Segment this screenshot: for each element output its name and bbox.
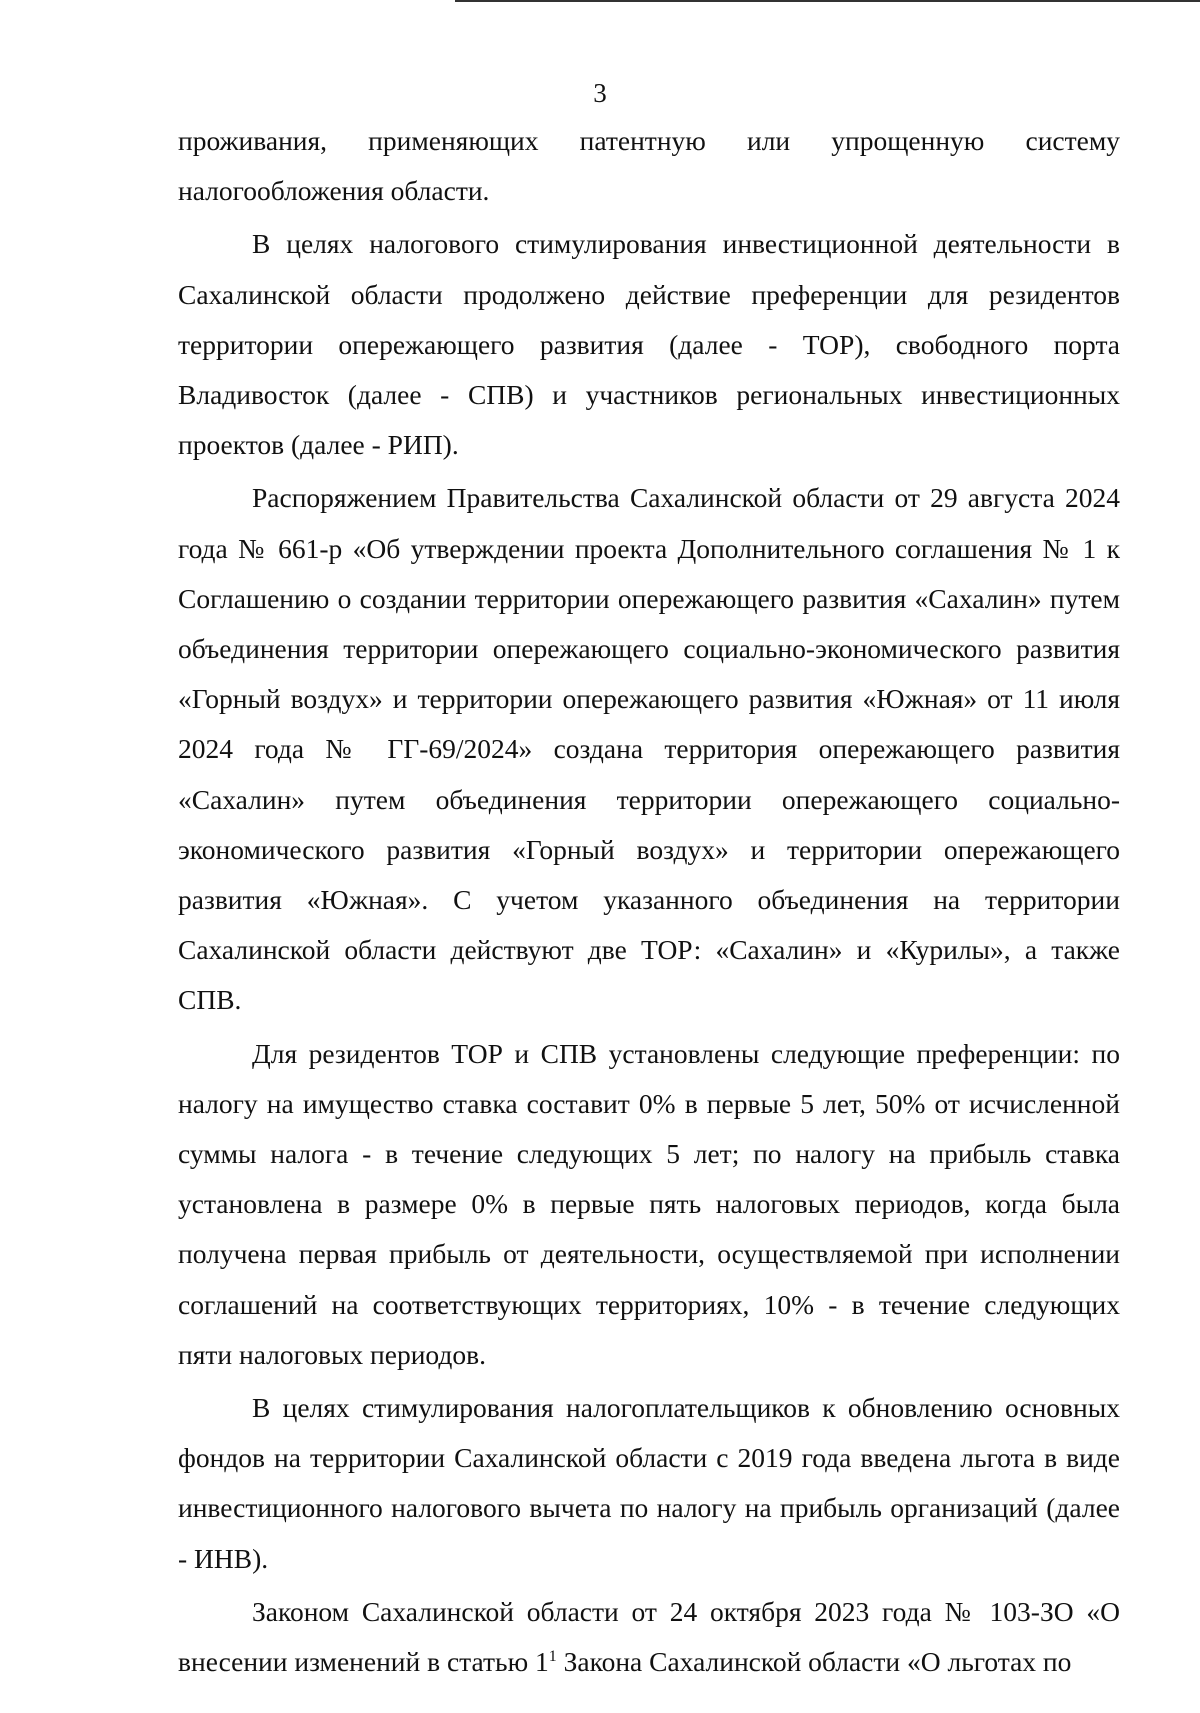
paragraph-continuation: проживания, применяющих патентную или упрощенную систему налогообложения области. <box>178 125 1120 207</box>
page-number: 3 <box>593 78 607 108</box>
law-text-start: Законом Сахалинской области от 24 октября 2023 года № 103-ЗО «О внесении изменений в статью 1 <box>178 1595 1120 1678</box>
paragraph-investment-deduction: В целях стимулирования налогоплательщиков к обновлению основных фондов на территории Сахалинской области с 2019 года введена льгота в виде инвестиционного налогового вычета по налогу на прибыль организаций (далее - ИНВ). <box>178 1392 1120 1574</box>
law-text-end: Закона Сахалинской области «О льготах по <box>556 1646 1072 1678</box>
document-body <box>178 116 1120 1687</box>
paragraph-government-order: Распоряжением Правительства Сахалинской области от 29 августа 2024 года № 661-р «Об утверждении проекта Дополнительного соглашения № 1 к Соглашению о создании территории опережающего развития «Сахалин» путем объединения территории опережающего социально-экономического развития «Горный воздух» и территории опережающего развития «Южная» от 11 июля 2024 года № ГГ-69/2024» создана территория опережающего развития «Сахалин» путем объединения территории опережающего социально-экономического развития «Горный воздух» и территории опережающего развития «Южная». С учетом указанного объединения на территории Сахалинской области действуют две ТОР: «Сахалин» и «Курилы», а также СПВ. <box>178 482 1120 1016</box>
paragraph-law-reference <box>178 1587 1120 1687</box>
article-superscript: 1 <box>548 1647 557 1665</box>
paragraph-preferences: Для резидентов ТОР и СПВ установлены следующие преференции: по налогу на имущество ставка составит 0% в первые 5 лет, 50% от исчисленной суммы налога - в течение следующих 5 лет; по налогу на прибыль ставка установлена в размере 0% в первые пять налоговых периодов, когда была получена первая прибыль от деятельности, осуществляемой при исполнении соглашений на соответствующих территориях, 10% - в течение следующих пяти налоговых периодов. <box>178 1037 1120 1370</box>
paragraph-tax-incentives: В целях налогового стимулирования инвестиционной деятельности в Сахалинской области продолжено действие преференции для резидентов территории опережающего развития (далее - ТОР), свободного порта Владивосток (далее - СПВ) и участников региональных инвестиционных проектов (далее - РИП). <box>178 228 1120 461</box>
scan-edge-line <box>455 0 1200 7</box>
